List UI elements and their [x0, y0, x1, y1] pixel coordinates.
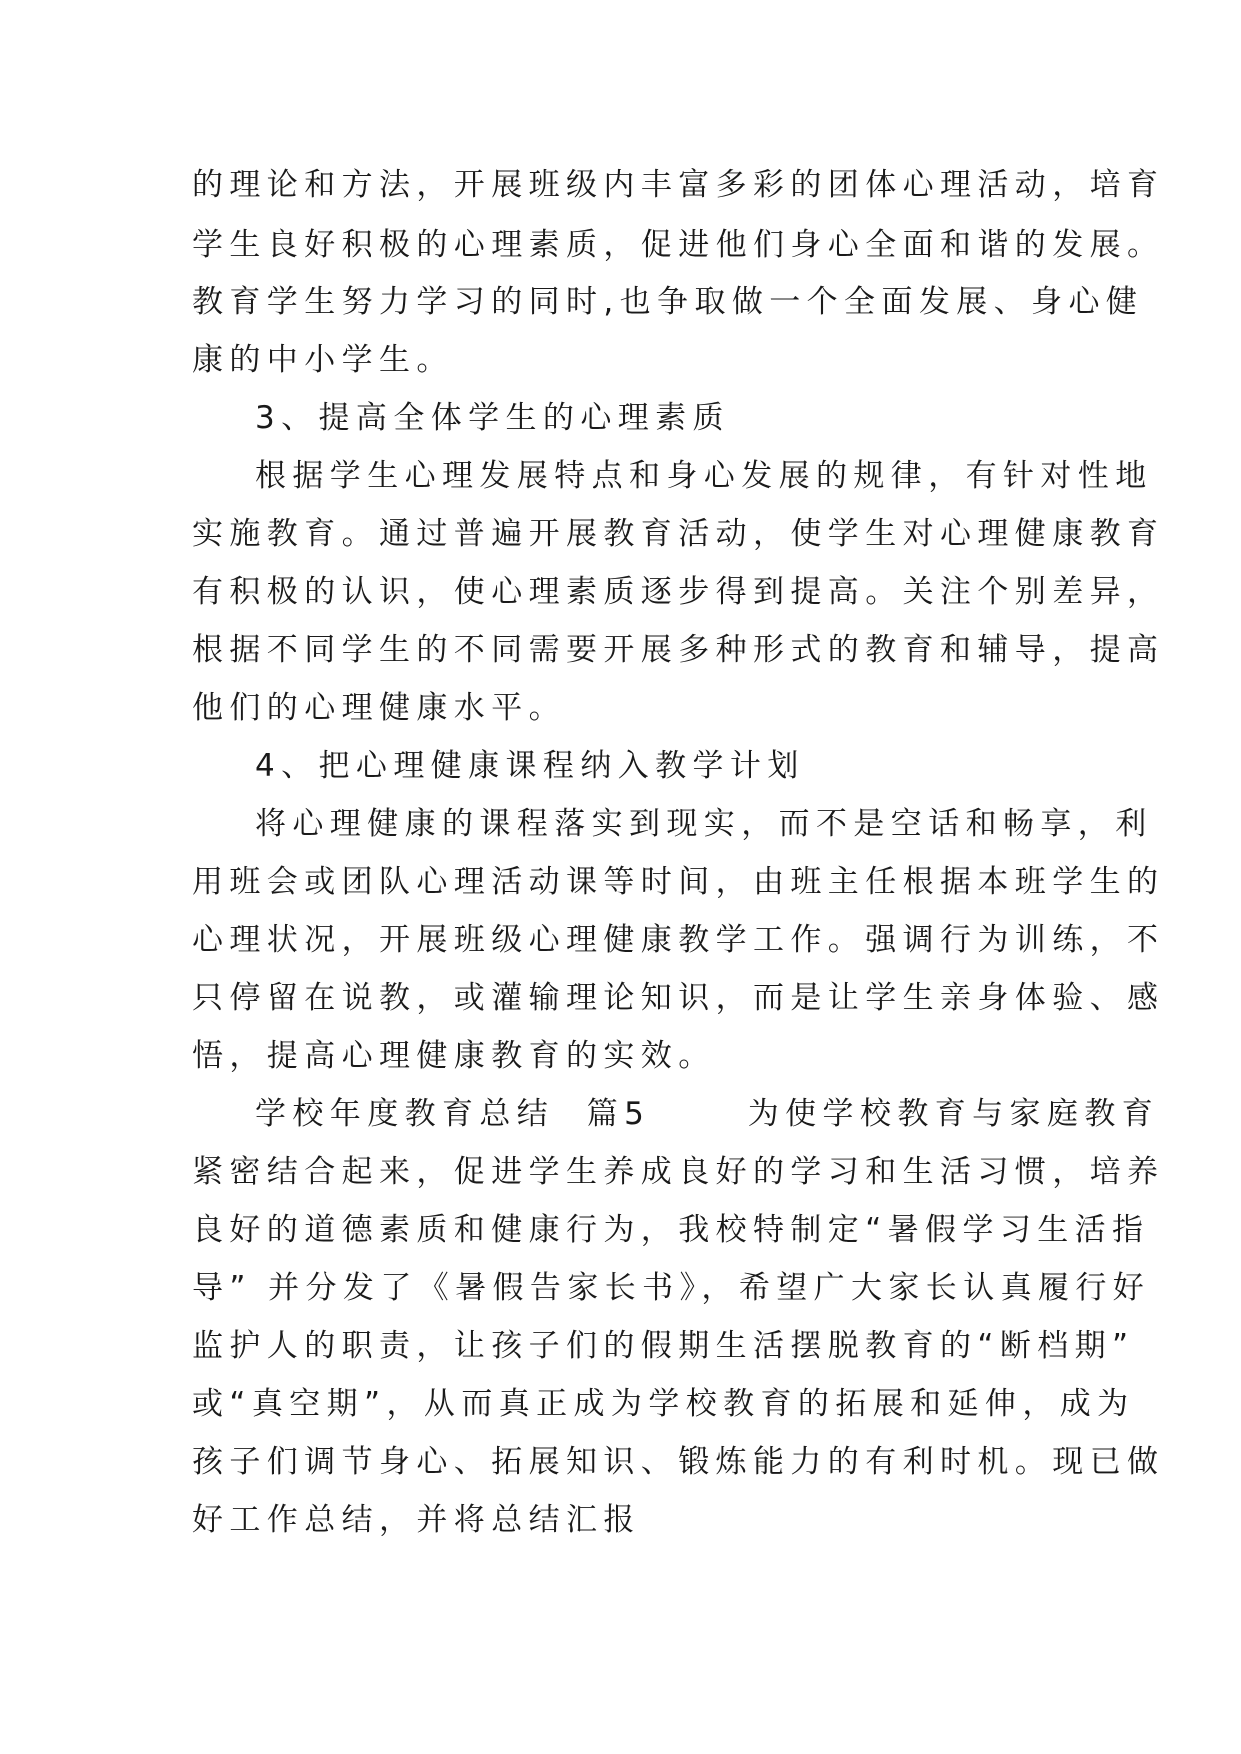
text-line: 有积极的认识，使心理素质逐步得到提高。关注个别差异，: [192, 574, 1165, 610]
text-line: 孩子们调节身心、拓展知识、锻炼能力的有利时机。现已做: [192, 1444, 1165, 1480]
text-line: 将心理健康的课程落实到现实，而不是空话和畅享，利: [255, 806, 1153, 842]
text-line: 教育学生努力学习的同时,也争取做一个全面发展、身心健: [192, 284, 1144, 320]
text-line: 学生良好积极的心理素质，促进他们身心全面和谐的发展。: [192, 227, 1165, 263]
text-line: 心理状况，开展班级心理健康教学工作。强调行为训练，不: [192, 922, 1165, 958]
text-line: 紧密结合起来，促进学生养成良好的学习和生活习惯，培养: [192, 1154, 1165, 1190]
text-line: 悟，提高心理健康教育的实效。: [192, 1038, 716, 1074]
text-line: 监护人的职责，让孩子们的假期生活摆脱教育的“断档期”: [192, 1328, 1135, 1364]
text-line: 良好的道德素质和健康行为，我校特制定“暑假学习生活指: [192, 1212, 1150, 1248]
section-heading: 4、把心理健康课程纳入教学计划: [255, 748, 805, 784]
text-line: 的理论和方法，开展班级内丰富多彩的团体心理活动，培育: [192, 167, 1165, 203]
text-line: 只停留在说教，或灌输理论知识，而是让学生亲身体验、感: [192, 980, 1165, 1016]
text-line: 导” 并分发了《暑假告家长书》，希望广大家长认真履行好: [192, 1270, 1151, 1306]
text-line: 他们的心理健康水平。: [192, 690, 566, 726]
text-line: 用班会或团队心理活动课等时间，由班主任根据本班学生的: [192, 864, 1165, 900]
text-line: 好工作总结，并将总结汇报: [192, 1502, 641, 1538]
section-heading: 3、提高全体学生的心理素质: [255, 400, 730, 436]
text-line: 根据不同学生的不同需要开展多种形式的教育和辅导，提高: [192, 632, 1165, 668]
text-line: 康的中小学生。: [192, 342, 454, 378]
section-heading: 学校年度教育总结 篇5 为使学校教育与家庭教育: [255, 1096, 1160, 1132]
text-line: 实施教育。通过普遍开展教育活动，使学生对心理健康教育: [192, 516, 1165, 552]
text-line: 根据学生心理发展特点和身心发展的规律，有针对性地: [255, 458, 1153, 494]
text-line: 或“真空期”，从而真正成为学校教育的拓展和延伸，成为: [192, 1386, 1135, 1422]
